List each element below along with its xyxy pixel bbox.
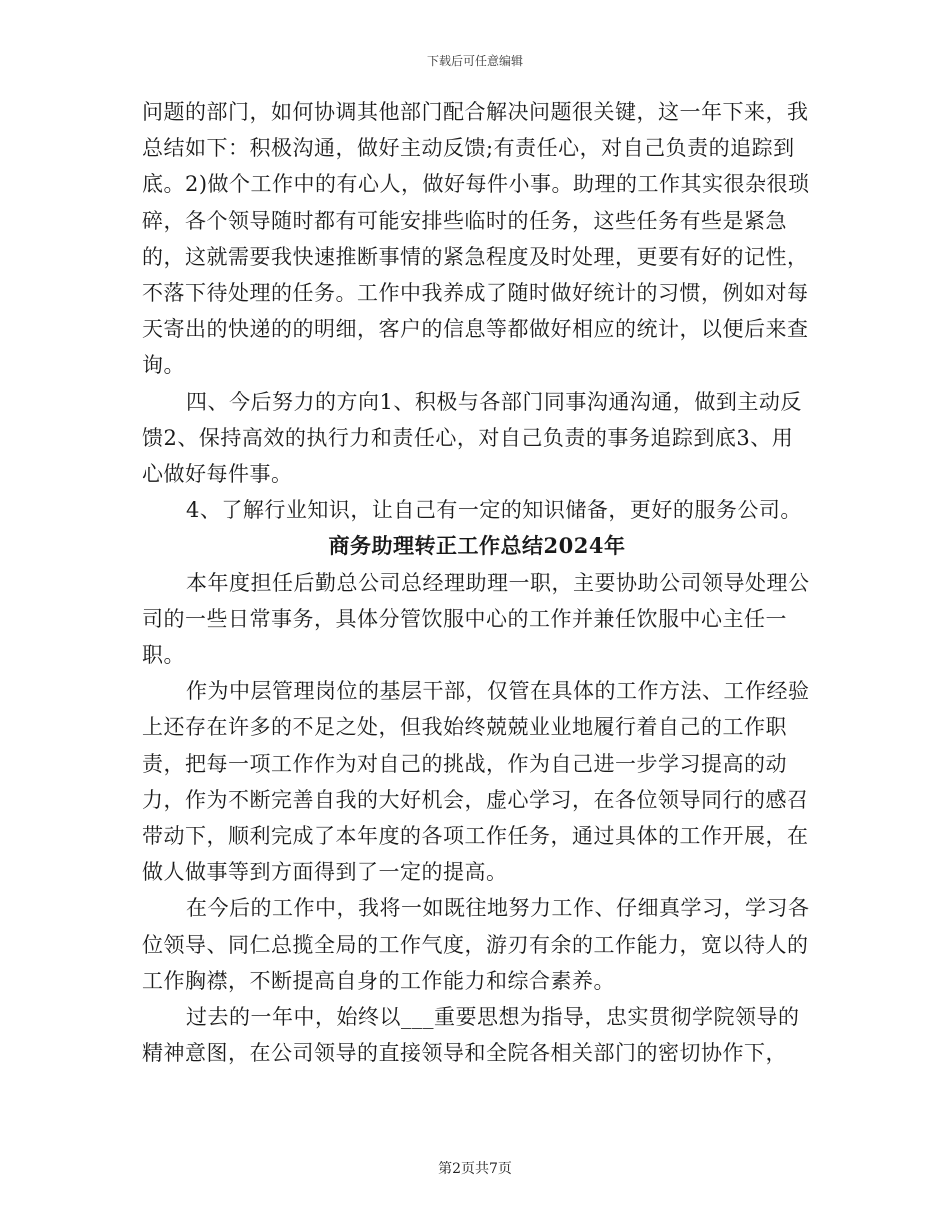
paragraph-future-work: 在今后的工作中，我将一如既往地努力工作、仔细真学习，学习各位领导、同仁总揽全局的工作气度，游刃有余的工作能力，宽以待人的工作胸襟，不断提高自身的工作能力和综合素养。 xyxy=(142,896,810,993)
paragraph-past-year: 过去的一年中，始终以___重要思想为指导，忠实贯彻学院领导的精神意图，在公司领导的直接领导和全院各相关部门的密切协作下， xyxy=(142,1005,800,1066)
section-title: 商务助理转正工作总结2024年 xyxy=(328,533,626,559)
paragraph-self-assessment: 作为中层管理岗位的基层干部，仅管在具体的工作方法、工作经验上还存在许多的不足之处，但我始终兢兢业业地履行着自己的工作职责，把每一项工作作为对自己的挑战，作为自己进一步学习提高的动力，作为不断完善自我的大好机会，虚心学习，在各位领导同行的感召带动下，顺利完成了本年度的各项工作任务，通过具体的工作开展，在做人做事等到方面得到了一定的提高。 xyxy=(142,679,810,885)
page-number: 第2页共7页 xyxy=(438,1161,512,1177)
paragraph-role: 本年度担任后勤总公司总经理助理一职，主要协助公司领导处理公司的一些日常事务，具体分管饮服中心的工作并兼任饮服中心主任一职。 xyxy=(142,570,810,668)
paragraph-industry-knowledge: 4、了解行业知识，让自己有一定的知识储备，更好的服务公司。 xyxy=(186,498,802,523)
paragraph-future-direction: 四、今后努力的方向1、积极与各部门同事沟通沟通，做到主动反馈2、保持高效的执行力和责任心，对自己负责的事务追踪到底3、用心做好每件事。 xyxy=(142,389,802,487)
paragraph-continuation: 问题的部门，如何协调其他部门配合解决问题很关键，这一年下来，我总结如下：积极沟通，做好主动反馈;有责任心，对自己负责的追踪到底。2)做个工作中的有心人，做好每件小事。助理的工作其实很杂很琐碎，各个领导随时都有可能安排些临时的任务，这些任务有些是紧急的，这就需要我快速推断事情的紧急程度及时处理，更要有好的记性，不落下待处理的任务。工作中我养成了随时做好统计的习惯，例如对每天寄出的快递的的明细，客户的信息等都做好相应的统计，以便后来查询。 xyxy=(142,100,810,378)
page-header: 下载后可任意编辑 xyxy=(426,54,523,68)
document-body xyxy=(142,94,812,1071)
